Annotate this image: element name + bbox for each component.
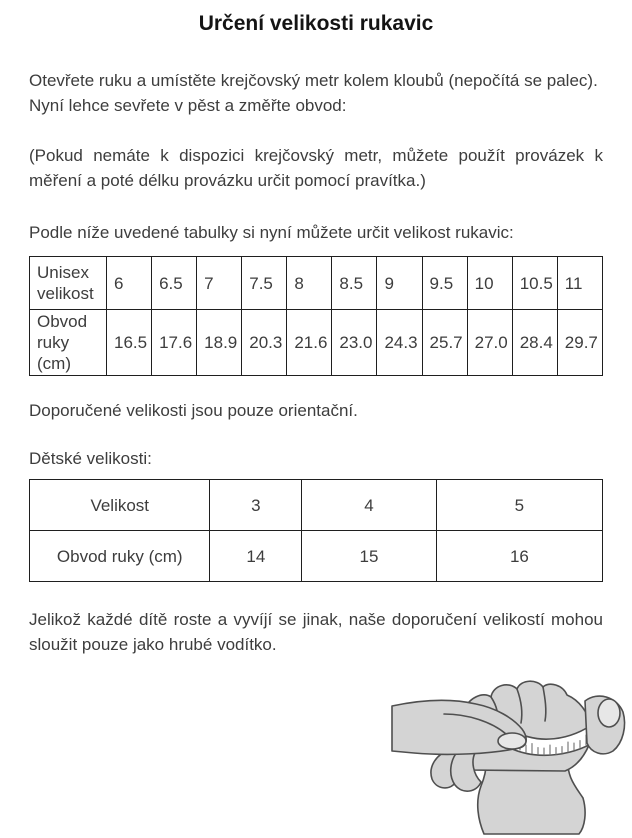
circumference-cell: 15	[302, 531, 437, 582]
document-body	[0, 10, 632, 657]
intro-paragraph	[29, 68, 603, 118]
intro-line-1: Otevřete ruku a umístěte krejčovský metr kolem kloubů (nepočítá se palec).	[29, 71, 598, 90]
circumference-cell: 27.0	[467, 310, 512, 376]
size-table-intro: Podle níže uvedené tabulky si nyní můžete určit velikost rukavic:	[29, 223, 514, 242]
intro-line-2: Nyní lehce sevřete v pěst a změřte obvod:	[29, 96, 347, 115]
page	[0, 10, 632, 838]
circumference-cell: 25.7	[422, 310, 467, 376]
row-header: Obvod ruky (cm)	[30, 531, 210, 582]
note-paragraph: (Pokud nemáte k dispozici krejčovský metr, můžete použít provázek k měření a poté délku provázku určit pomocí pravítka.)	[29, 146, 603, 190]
circumference-cell: 23.0	[332, 310, 377, 376]
kids-sizes-heading: Dětské velikosti:	[29, 449, 152, 468]
circumference-cell: 18.9	[197, 310, 242, 376]
circumference-cell: 24.3	[377, 310, 422, 376]
table-row	[30, 531, 603, 582]
holding-thumbnail	[498, 733, 526, 749]
size-cell: 9	[377, 257, 422, 310]
circumference-cell: 21.6	[287, 310, 332, 376]
table-row	[30, 310, 603, 376]
circumference-cell: 14	[210, 531, 302, 582]
circumference-cell: 20.3	[242, 310, 287, 376]
size-cell: 5	[436, 480, 602, 531]
size-cell: 6.5	[152, 257, 197, 310]
size-cell: 10	[467, 257, 512, 310]
table-row	[30, 480, 603, 531]
size-cell: 9.5	[422, 257, 467, 310]
circumference-cell: 29.7	[557, 310, 602, 376]
size-cell: 7	[197, 257, 242, 310]
table-row	[30, 257, 603, 310]
hand-measuring-tape-illustration	[388, 680, 630, 836]
disclaimer-paragraph: Doporučené velikosti jsou pouze orientační.	[29, 401, 358, 420]
kids-size-table	[29, 479, 603, 582]
page-title: Určení velikosti rukavic	[198, 12, 434, 35]
size-cell: 3	[210, 480, 302, 531]
row-header: Obvod ruky (cm)	[30, 310, 107, 376]
unisex-size-table	[29, 256, 603, 376]
circumference-cell: 28.4	[512, 310, 557, 376]
size-cell: 8	[287, 257, 332, 310]
size-cell: 11	[557, 257, 602, 310]
hand-measuring-tape-svg	[388, 680, 630, 836]
size-cell: 7.5	[242, 257, 287, 310]
row-header: Velikost	[30, 480, 210, 531]
size-cell: 10.5	[512, 257, 557, 310]
circumference-cell: 16	[436, 531, 602, 582]
row-header: Unisex velikost	[30, 257, 107, 310]
size-cell: 8.5	[332, 257, 377, 310]
size-cell: 6	[107, 257, 152, 310]
circumference-cell: 16.5	[107, 310, 152, 376]
kids-note-paragraph: Jelikož každé dítě roste a vyvíjí se jinak, naše doporučení velikostí mohou sloužit pouze jako hrubé vodítko.	[29, 610, 603, 654]
circumference-cell: 17.6	[152, 310, 197, 376]
fist-thumbnail	[598, 699, 620, 727]
size-cell: 4	[302, 480, 437, 531]
